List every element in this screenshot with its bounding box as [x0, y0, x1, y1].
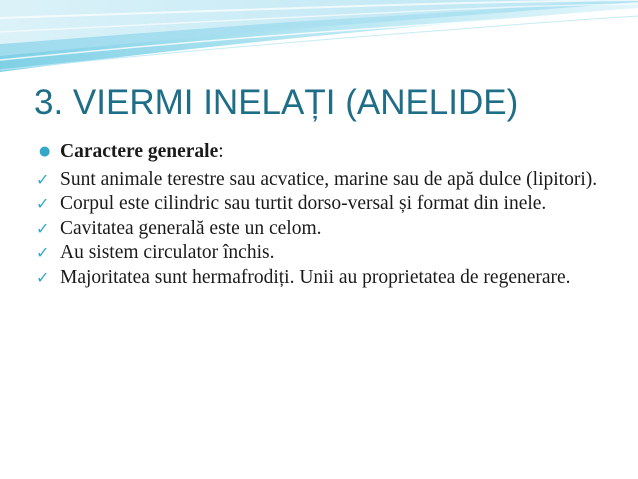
checkmark-icon: ✓ [36, 243, 50, 262]
list-item [36, 266, 616, 291]
list-item [36, 217, 616, 242]
checkmark-icon: ✓ [36, 169, 50, 189]
checkmark-icon: ✓ [36, 267, 50, 287]
heading-item [36, 140, 616, 165]
checkmark-icon: ✓ [36, 194, 50, 213]
heading-label: Caractere generale [60, 141, 219, 162]
list-item [36, 192, 616, 217]
list-item-text: Majoritatea sunt hermafrodiți. Unii au proprietatea de regenerare. [60, 266, 571, 288]
list-item-text: Corpul este cilindric sau turtit dorso-versal și format din inele. [60, 193, 547, 214]
heading-colon: : [218, 141, 224, 162]
header-wave-decoration [0, 0, 638, 80]
list-item-text: Cavitatea generală este un celom. [60, 217, 322, 239]
filled-circle-bullet-icon: ● [39, 144, 51, 159]
list-item-text: Sunt animale terestre sau acvatice, marine sau de apă dulce (lipitori). [60, 168, 598, 190]
list-item [36, 241, 616, 266]
slide-content [36, 140, 616, 290]
list-item-text: Au sistem circulator închis. [60, 242, 275, 263]
slide-title: 3. VIERMI INELAȚI (ANELIDE) [34, 83, 519, 122]
list-item [36, 168, 616, 193]
checkmark-icon: ✓ [36, 218, 50, 238]
